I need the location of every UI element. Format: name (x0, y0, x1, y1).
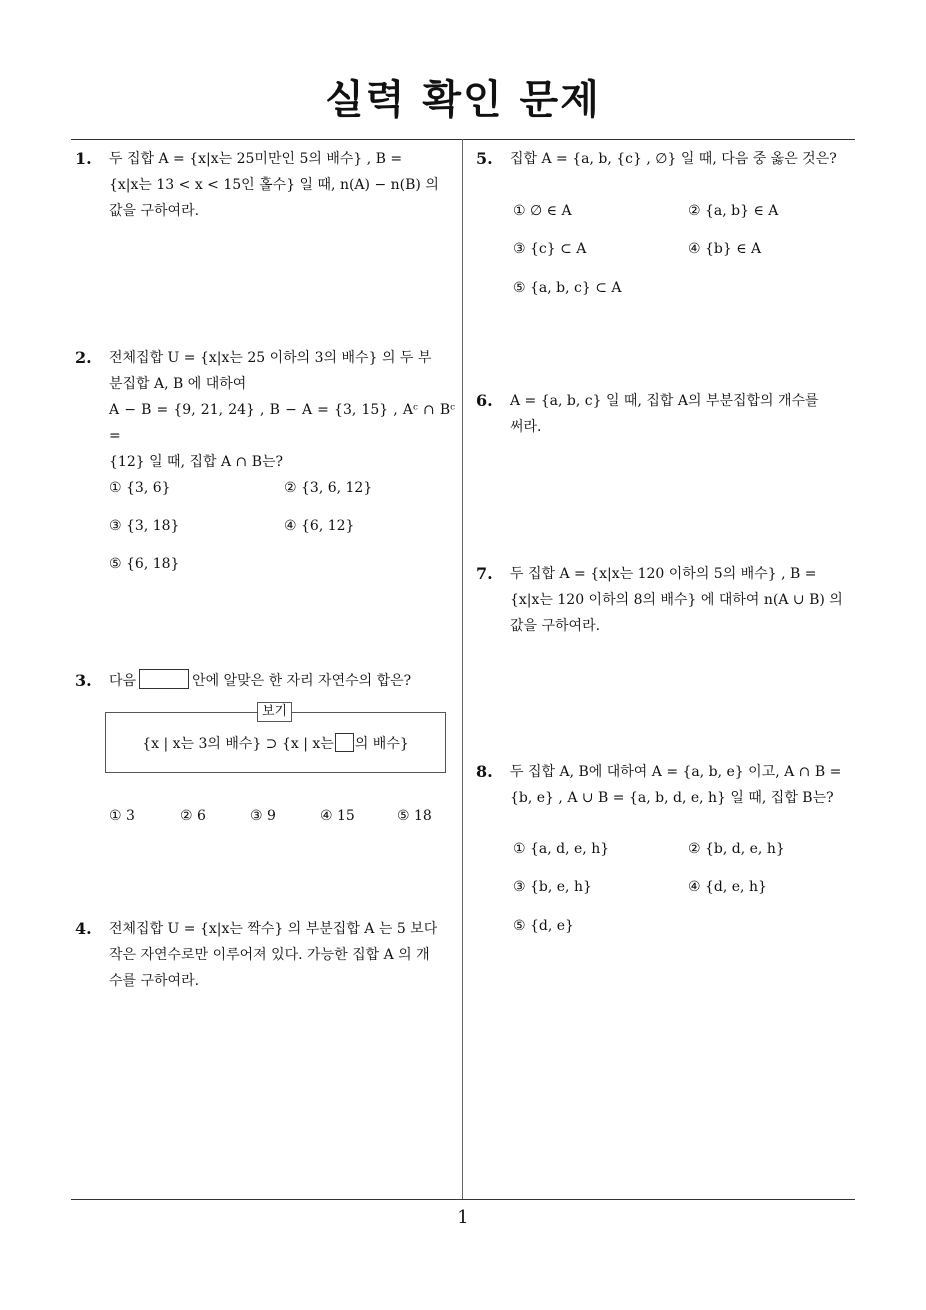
question-number: 1. (75, 149, 92, 168)
question-line: 전체집합 U = {x|x는 짝수} 의 부분집합 A 는 5 보다 (109, 921, 438, 937)
choice-5[interactable]: ⑤ {d, e} (513, 918, 574, 934)
choices-q5 (513, 201, 853, 301)
choice-5[interactable]: ⑤ 18 (397, 808, 432, 824)
example-label: 보기 (257, 702, 292, 722)
choice-1[interactable]: ① {a, d, e, h} (513, 841, 610, 857)
choice-2[interactable]: ② {3, 6, 12} (284, 480, 373, 496)
question-line: {x|x는 13 < x < 15인 홀수} 일 때, n(A) − n(B) 의 (109, 177, 439, 193)
choice-5[interactable]: ⑤ {6, 18} (109, 556, 180, 572)
question-text (109, 916, 455, 994)
choices-q3 (109, 806, 449, 830)
top-rule (71, 139, 855, 140)
question-line: 전체집합 U = {x|x는 25 이하의 3의 배수} 의 두 부 (109, 350, 432, 366)
question-line: 작은 자연수로만 이루어져 있다. 가능한 집합 A 의 개 (109, 947, 430, 963)
choices-q8 (513, 839, 853, 939)
choice-3[interactable]: ③ 9 (250, 808, 276, 824)
choice-3[interactable]: ③ {b, e, h} (513, 879, 592, 895)
choice-2[interactable]: ② {b, d, e, h} (688, 841, 785, 857)
question-text (510, 146, 860, 172)
question-1 (75, 146, 455, 224)
question-6 (476, 388, 860, 440)
question-line: 두 집합 A = {x|x는 120 이하의 5의 배수} , B = (510, 566, 817, 582)
question-7 (476, 561, 860, 639)
choice-3[interactable]: ③ {3, 18} (109, 518, 180, 534)
choice-1[interactable]: ① 3 (109, 808, 135, 824)
question-5 (476, 146, 860, 172)
question-number: 7. (476, 564, 493, 583)
question-line: {b, e} , A ∪ B = {a, b, d, e, h} 일 때, 집합 B는? (510, 790, 834, 806)
question-line: 수를 구하여라. (109, 973, 200, 989)
example-box (105, 704, 446, 773)
question-number: 5. (476, 149, 493, 168)
question-4 (75, 916, 455, 994)
choice-4[interactable]: ④ {b} ∈ A (688, 241, 762, 257)
question-line: A = {a, b, c} 일 때, 집합 A의 부분집합의 개수를 (510, 393, 819, 409)
question-number: 6. (476, 391, 493, 410)
choice-4[interactable]: ④ {6, 12} (284, 518, 355, 534)
question-number: 3. (75, 671, 92, 690)
choice-2[interactable]: ② 6 (180, 808, 206, 824)
bottom-rule (71, 1199, 855, 1200)
question-number: 4. (75, 919, 92, 938)
choice-3[interactable]: ③ {c} ⊂ A (513, 241, 587, 257)
question-line: 분집합 A, B 에 대하여 (109, 376, 247, 392)
question-text (510, 759, 860, 811)
blank-box (139, 669, 189, 689)
question-line: 써라. (510, 419, 542, 435)
choices-q2 (109, 478, 449, 578)
question-number: 2. (75, 348, 92, 367)
choice-2[interactable]: ② {a, b} ∈ A (688, 203, 779, 219)
question-line: 값을 구하여라. (109, 203, 200, 219)
question-text (510, 388, 860, 440)
example-text-before: {x | x는 3의 배수} ⊃ {x | x는 (142, 736, 334, 752)
choice-1[interactable]: ① ∅ ∈ A (513, 203, 572, 219)
choice-5[interactable]: ⑤ {a, b, c} ⊂ A (513, 280, 622, 296)
example-content (106, 733, 445, 754)
question-number: 8. (476, 762, 493, 781)
question-line: {x|x는 120 이하의 8의 배수} 에 대하여 n(A ∪ B) 의 (510, 592, 843, 608)
question-line: {12} 일 때, 집합 A ∩ B는? (109, 454, 284, 470)
question-line: 값을 구하여라. (510, 618, 601, 634)
question-text (510, 561, 860, 639)
question-text-before: 다음 (109, 673, 137, 689)
question-line: A − B = {9, 21, 24} , B − A = {3, 15} , Aᶜ ∩ Bᶜ = (109, 402, 455, 444)
choice-4[interactable]: ④ 15 (320, 808, 355, 824)
question-2 (75, 345, 455, 475)
blank-box-small (335, 733, 354, 752)
question-text (109, 345, 455, 475)
page-number: 1 (457, 1207, 469, 1228)
page-title: 실력 확인 문제 (325, 77, 601, 123)
choice-1[interactable]: ① {3, 6} (109, 480, 171, 496)
question-8 (476, 759, 860, 811)
question-3 (75, 668, 455, 694)
question-text-after: 안에 알맞은 한 자리 자연수의 합은? (192, 673, 412, 689)
question-text (109, 668, 455, 694)
question-line: 집합 A = {a, b, {c} , ∅} 일 때, 다음 중 옳은 것은? (510, 151, 837, 167)
question-line: 두 집합 A, B에 대하여 A = {a, b, e} 이고, A ∩ B = (510, 764, 842, 780)
column-divider (462, 139, 463, 1199)
choice-4[interactable]: ④ {d, e, h} (688, 879, 767, 895)
question-line: 두 집합 A = {x|x는 25미만인 5의 배수} , B = (109, 151, 403, 167)
question-text (109, 146, 455, 224)
example-text-after: 의 배수} (354, 736, 409, 752)
